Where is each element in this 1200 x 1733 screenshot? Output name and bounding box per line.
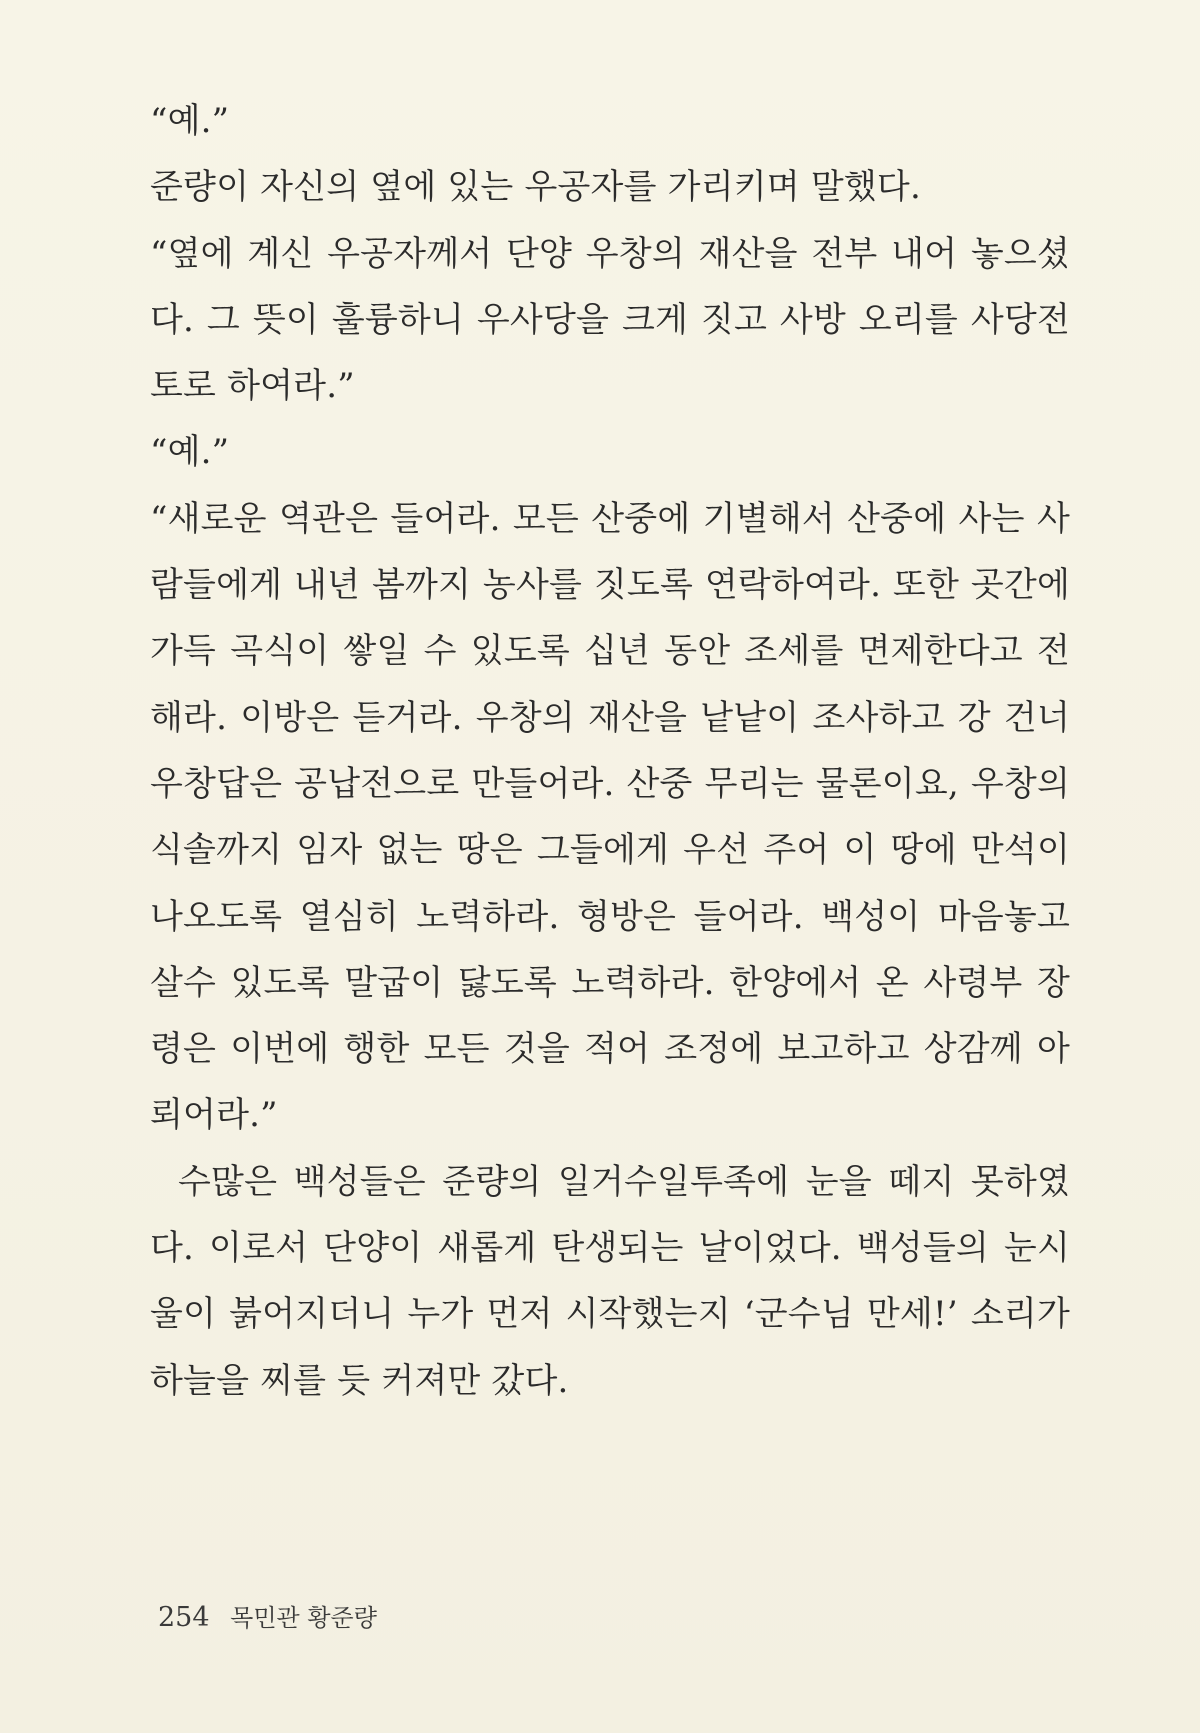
page-footer — [158, 1598, 377, 1633]
paragraph: “예.” — [150, 432, 230, 473]
paragraph: “예.” — [150, 101, 230, 141]
paragraph: “옆에 계신 우공자께서 단양 우창의 재산을 전부 내어 놓으셨다. 그 뜻이 훌륭하니 우사당을 크게 짓고 사방 오리를 사당전토로 하여라.” — [150, 233, 1070, 407]
paragraph: “새로운 역관은 들어라. 모든 산중에 기별해서 산중에 사는 사람들에게 내년 봄까지 농사를 짓도록 연락하여라. 또한 곳간에 가득 곡식이 쌓일 수 있도록 십년 동안 조세를 면제한다고 전해라. 이방은 듣거라. 우창의 재산을 낱낱이 조사하고 강 건너 우창답은 공납전으로 만들어라. 산중 무리는 물론이요, 우창의 식솔까지 임자 없는 땅은 그들에게 우선 주어 이 땅에 만석이 나오도록 열심히 노력하라. 형방은 들어라. 백성이 마음놓고 살수 있도록 말굽이 닳도록 노력하라. 한양에서 온 사령부 장령은 이번에 행한 모든 것을 적어 조정에 보고하고 상감께 아뢰어라.” — [150, 498, 1070, 1136]
page-number: 254 — [158, 1602, 210, 1633]
paragraph: 수많은 백성들은 준량의 일거수일투족에 눈을 떼지 못하였다. 이로서 단양이 새롭게 탄생되는 날이었다. 백성들의 눈시울이 붉어지더니 누가 먼저 시작했는지 ‘군수님 만세!’ 소리가 하늘을 찌를 듯 커져만 갔다. — [150, 1161, 1070, 1401]
paragraph: 준량이 자신의 옆에 있는 우공자를 가리키며 말했다. — [150, 167, 921, 208]
book-title: 목민관 황준량 — [230, 1604, 377, 1632]
page-body — [150, 88, 1070, 1414]
